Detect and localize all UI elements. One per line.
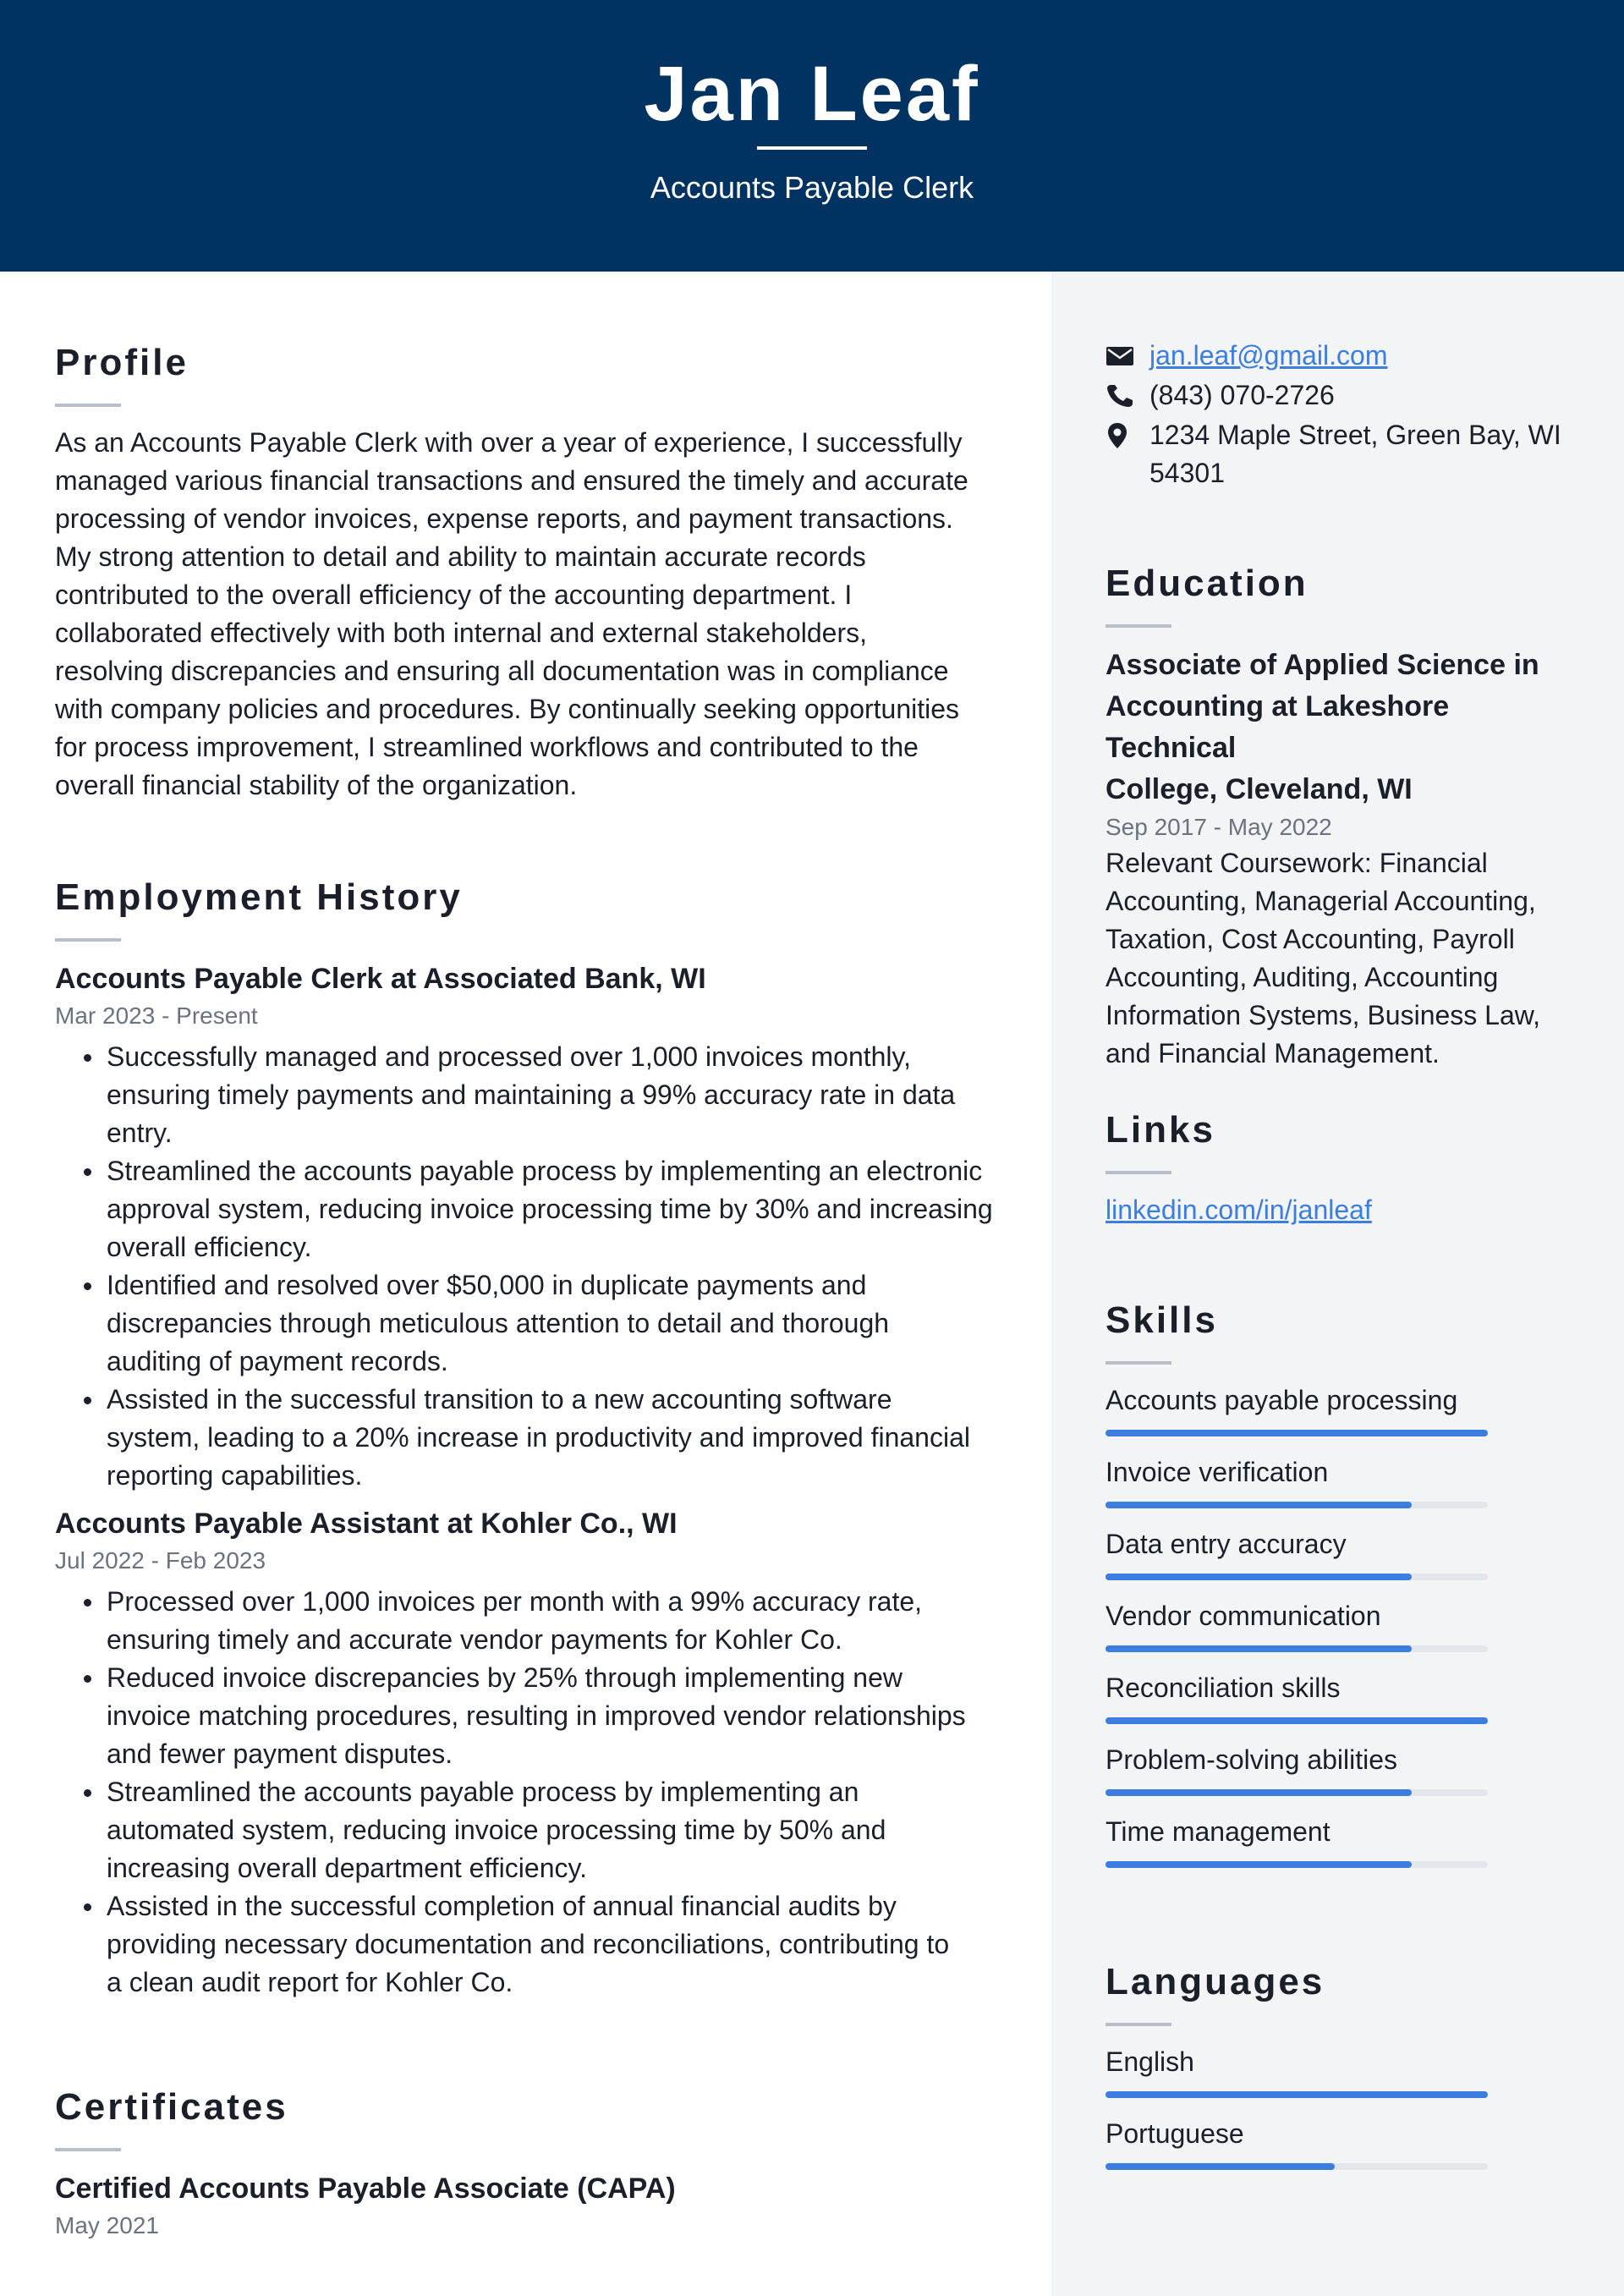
bullet-item bbox=[55, 1381, 994, 1495]
description-line: Information Systems, Business Law, bbox=[1106, 1000, 1540, 1030]
bullet-line: entry. bbox=[107, 1118, 173, 1148]
description-line: Taxation, Cost Accounting, Payroll bbox=[1106, 924, 1515, 954]
bullet-line: providing necessary documentation and reconciliations, contributing to bbox=[107, 1929, 950, 1959]
bullet-line: a clean audit report for Kohler Co. bbox=[107, 1967, 513, 1997]
job-bullets bbox=[55, 1038, 994, 1495]
languages-list bbox=[1106, 2043, 1579, 2170]
bullet-line: invoice matching procedures, resulting in improved vendor relationships bbox=[107, 1700, 966, 1731]
skill-label: Time management bbox=[1106, 1816, 1330, 1847]
address-line: 54301 bbox=[1149, 458, 1225, 488]
skill-item bbox=[1106, 1669, 1579, 1724]
degree-line: College, Cleveland, WI bbox=[1106, 773, 1413, 805]
bullet-item bbox=[55, 1659, 994, 1773]
job-bullets bbox=[55, 1583, 994, 2002]
certificate-title: Certified Accounts Payable Associate (CAPA) bbox=[55, 2172, 676, 2205]
bullet-line: Assisted in the successful completion of annual financial audits by bbox=[107, 1891, 897, 1921]
profile-line: As an Accounts Payable Clerk with over a year of experience, I successfully bbox=[55, 427, 963, 458]
language-item bbox=[1106, 2115, 1579, 2170]
bullet-line: Reduced invoice discrepancies by 25% through implementing new bbox=[107, 1662, 903, 1693]
envelope-icon bbox=[1106, 343, 1134, 369]
language-level-fill bbox=[1106, 2091, 1488, 2098]
language-label: Portuguese bbox=[1106, 2118, 1244, 2149]
bullet-item bbox=[55, 1152, 994, 1266]
skill-item bbox=[1106, 1453, 1579, 1508]
profile-line: contributed to the overall efficiency of the accounting department. I bbox=[55, 579, 853, 610]
bullet-line: Streamlined the accounts payable process by implementing an bbox=[107, 1777, 859, 1807]
languages-heading: Languages bbox=[1106, 1961, 1325, 2002]
profile-line: for process improvement, I streamlined workflows and contributed to the bbox=[55, 732, 919, 762]
profile-line: overall financial stability of the organization. bbox=[55, 770, 578, 800]
profile-section bbox=[55, 339, 994, 805]
address-line: 1234 Maple Street, Green Bay, WI bbox=[1149, 420, 1561, 450]
education-heading: Education bbox=[1106, 563, 1309, 604]
skill-level-bar bbox=[1106, 1430, 1488, 1436]
skill-level-bar bbox=[1106, 1861, 1488, 1868]
contact-phone-row bbox=[1106, 376, 1579, 415]
employment-section bbox=[55, 874, 994, 2002]
skill-label: Accounts payable processing bbox=[1106, 1385, 1458, 1415]
skill-level-fill bbox=[1106, 1430, 1488, 1436]
bullet-line: auditing of payment records. bbox=[107, 1346, 448, 1376]
skill-level-bar bbox=[1106, 1574, 1488, 1580]
profile-line: collaborated effectively with both internal and external stakeholders, bbox=[55, 618, 867, 648]
links-section bbox=[1106, 1107, 1579, 1229]
bullet-line: Processed over 1,000 invoices per month with a 99% accuracy rate, bbox=[107, 1586, 923, 1617]
skills-list bbox=[1106, 1381, 1579, 1868]
skills-heading: Skills bbox=[1106, 1299, 1218, 1341]
skill-level-fill bbox=[1106, 1502, 1412, 1508]
skill-level-bar bbox=[1106, 1717, 1488, 1724]
bullet-item bbox=[55, 1773, 994, 1887]
section-divider bbox=[55, 938, 121, 942]
education-date: Sep 2017 - May 2022 bbox=[1106, 814, 1332, 840]
degree-line: Associate of Applied Science in bbox=[1106, 649, 1539, 681]
bullet-line: reporting capabilities. bbox=[107, 1460, 363, 1491]
profile-line: processing of vendor invoices, expense reports, and payment transactions. bbox=[55, 503, 953, 534]
phone-number: (843) 070-2726 bbox=[1149, 380, 1335, 410]
contact-section bbox=[1106, 337, 1579, 492]
skill-item bbox=[1106, 1597, 1579, 1652]
language-level-fill bbox=[1106, 2163, 1335, 2170]
certificates-heading: Certificates bbox=[55, 2086, 288, 2128]
bullet-line: system, leading to a 20% increase in productivity and improved financial bbox=[107, 1422, 970, 1453]
skill-level-fill bbox=[1106, 1645, 1412, 1652]
section-divider bbox=[55, 2148, 121, 2151]
email-link[interactable]: jan.leaf@gmail.com bbox=[1149, 340, 1388, 371]
degree-line: Accounting at Lakeshore Technical bbox=[1106, 690, 1450, 764]
bullet-line: ensuring timely payments and maintaining a 99% accuracy rate in data bbox=[107, 1079, 956, 1110]
profile-text bbox=[55, 424, 994, 805]
phone-icon bbox=[1106, 383, 1134, 409]
job-date: Jul 2022 - Feb 2023 bbox=[55, 1547, 266, 1574]
skill-level-bar bbox=[1106, 1645, 1488, 1652]
bullet-line: increasing overall department efficiency. bbox=[107, 1853, 587, 1883]
skill-label: Reconciliation skills bbox=[1106, 1673, 1341, 1703]
candidate-title: Accounts Payable Clerk bbox=[650, 170, 974, 205]
contact-email-row bbox=[1106, 337, 1579, 375]
bullet-item bbox=[55, 1266, 994, 1381]
language-label: English bbox=[1106, 2046, 1194, 2077]
description-line: Relevant Coursework: Financial bbox=[1106, 848, 1488, 878]
languages-section bbox=[1106, 1958, 1579, 2170]
job-title: Accounts Payable Clerk at Associated Bank, WI bbox=[55, 963, 706, 995]
bullet-line: ensuring timely and accurate vendor payments for Kohler Co. bbox=[107, 1624, 842, 1655]
skill-label: Problem-solving abilities bbox=[1106, 1744, 1398, 1775]
bullet-line: Streamlined the accounts payable process by implementing an electronic bbox=[107, 1156, 983, 1186]
skill-label: Data entry accuracy bbox=[1106, 1529, 1347, 1559]
skill-level-fill bbox=[1106, 1574, 1412, 1580]
skill-item bbox=[1106, 1741, 1579, 1796]
bullet-item bbox=[55, 1583, 994, 1659]
header-divider bbox=[757, 146, 867, 150]
profile-heading: Profile bbox=[55, 342, 189, 383]
employment-heading: Employment History bbox=[55, 876, 463, 918]
profile-line: resolving discrepancies and ensuring all documentation was in compliance bbox=[55, 656, 949, 686]
contact-address-row bbox=[1106, 416, 1579, 492]
skill-label: Invoice verification bbox=[1106, 1457, 1329, 1487]
skill-level-bar bbox=[1106, 1789, 1488, 1796]
language-level-bar bbox=[1106, 2163, 1488, 2170]
language-item bbox=[1106, 2043, 1579, 2098]
certificates-section bbox=[55, 2084, 994, 2243]
bullet-item bbox=[55, 1887, 994, 2002]
profile-line: My strong attention to detail and ability to maintain accurate records bbox=[55, 541, 866, 572]
skill-item bbox=[1106, 1381, 1579, 1436]
skill-item bbox=[1106, 1525, 1579, 1580]
job-date: Mar 2023 - Present bbox=[55, 1002, 258, 1029]
location-pin-icon bbox=[1106, 423, 1134, 448]
bullet-line: and fewer payment disputes. bbox=[107, 1738, 453, 1769]
section-divider bbox=[1106, 1361, 1171, 1365]
section-divider bbox=[1106, 2023, 1171, 2026]
profile-line: with company policies and procedures. By continually seeking opportunities bbox=[55, 694, 960, 724]
skill-label: Vendor communication bbox=[1106, 1601, 1381, 1631]
bullet-line: automated system, reducing invoice processing time by 50% and bbox=[107, 1815, 886, 1845]
candidate-name: Jan Leaf bbox=[644, 51, 980, 137]
language-level-bar bbox=[1106, 2091, 1488, 2098]
bullet-line: discrepancies through meticulous attention to detail and thorough bbox=[107, 1308, 890, 1338]
skill-level-fill bbox=[1106, 1717, 1488, 1724]
education-section bbox=[1106, 560, 1579, 1073]
job-entry bbox=[55, 958, 994, 1495]
bullet-line: overall efficiency. bbox=[107, 1232, 312, 1262]
description-line: and Financial Management. bbox=[1106, 1038, 1440, 1068]
certificate-date: May 2021 bbox=[55, 2212, 159, 2238]
section-divider bbox=[1106, 624, 1171, 628]
profile-line: managed various financial transactions and ensured the timely and accurate bbox=[55, 465, 968, 496]
bullet-line: Identified and resolved over $50,000 in duplicate payments and bbox=[107, 1270, 867, 1300]
skill-item bbox=[1106, 1813, 1579, 1868]
bullet-line: approval system, reducing invoice processing time by 30% and increasing bbox=[107, 1194, 993, 1224]
job-entry bbox=[55, 1503, 994, 2002]
degree-title bbox=[1106, 645, 1579, 810]
bullet-line: Successfully managed and processed over 1,000 invoices monthly, bbox=[107, 1041, 912, 1072]
header-banner bbox=[0, 0, 1624, 272]
job-title: Accounts Payable Assistant at Kohler Co., WI bbox=[55, 1508, 678, 1540]
education-description bbox=[1106, 844, 1579, 1073]
bullet-item bbox=[55, 1038, 994, 1152]
section-divider bbox=[55, 404, 121, 407]
skill-level-fill bbox=[1106, 1789, 1412, 1796]
bullet-line: Assisted in the successful transition to a new accounting software bbox=[107, 1384, 892, 1414]
skills-section bbox=[1106, 1297, 1579, 1868]
skill-level-bar bbox=[1106, 1502, 1488, 1508]
links-heading: Links bbox=[1106, 1109, 1215, 1151]
description-line: Accounting, Auditing, Accounting bbox=[1106, 962, 1499, 992]
linkedin-link[interactable]: linkedin.com/in/janleaf bbox=[1106, 1195, 1372, 1225]
skill-level-fill bbox=[1106, 1861, 1412, 1868]
section-divider bbox=[1106, 1171, 1171, 1174]
description-line: Accounting, Managerial Accounting, bbox=[1106, 886, 1536, 916]
